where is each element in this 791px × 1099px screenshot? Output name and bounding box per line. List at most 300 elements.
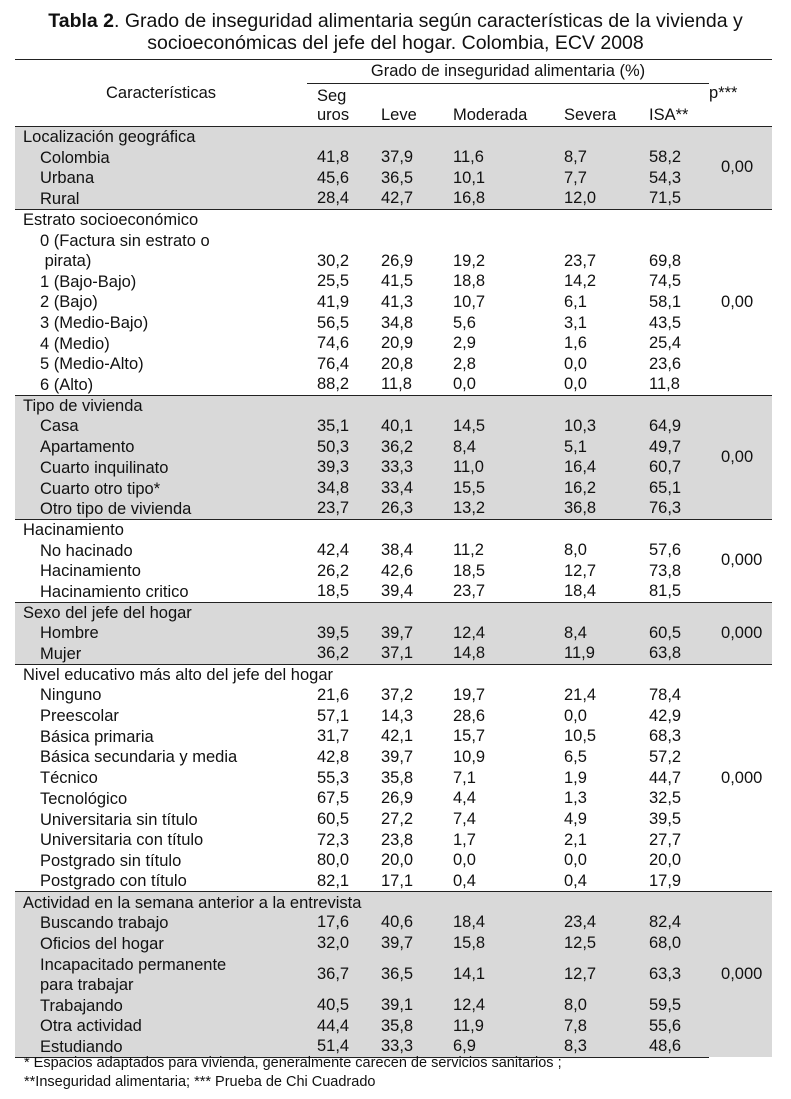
row-label-text: Tecnológico — [40, 789, 128, 808]
group-title-row — [15, 520, 772, 541]
table-row — [15, 333, 772, 354]
row-label-text: 2 (Bajo) — [40, 293, 98, 312]
row-label — [15, 292, 307, 313]
cell-value: 3,1 — [554, 313, 639, 334]
row-label — [15, 333, 307, 354]
cell-value: 44,4 — [307, 1016, 371, 1037]
table-row — [15, 499, 772, 520]
cell-value: 14,5 — [443, 416, 554, 437]
cell-value: 12,4 — [443, 623, 554, 644]
cell-value: 50,3 — [307, 437, 371, 458]
row-label-text: Otro tipo de vivienda — [40, 499, 192, 518]
cell-value: 14,8 — [443, 644, 554, 665]
column-header: Moderada — [443, 106, 554, 127]
caption-line-1 — [0, 10, 791, 32]
p-value: 0,000 — [709, 892, 772, 1058]
row-label-text: Colombia — [40, 148, 110, 167]
cell-value: 88,2 — [307, 375, 371, 396]
cell-value: 6,9 — [443, 1037, 554, 1058]
table-row — [15, 685, 772, 706]
cell-value: 12,5 — [554, 933, 639, 954]
cell-value: 26,9 — [371, 789, 443, 810]
table-row — [15, 354, 772, 375]
column-header: uros — [307, 106, 371, 127]
table-row — [15, 768, 772, 789]
cell-value: 37,1 — [371, 644, 443, 665]
cell-value: 49,7 — [639, 437, 709, 458]
cell-value: 1,9 — [554, 768, 639, 789]
group-title: Hacinamiento — [15, 520, 709, 541]
cell-value: 23,7 — [554, 230, 639, 271]
cell-value: 58,1 — [639, 292, 709, 313]
row-label — [15, 458, 307, 479]
cell-value: 39,1 — [371, 995, 443, 1016]
table-row — [15, 437, 772, 458]
column-header-top — [371, 84, 443, 107]
cell-value: 59,5 — [639, 995, 709, 1016]
row-label-text: Postgrado sin título — [40, 851, 182, 870]
cell-value: 18,4 — [443, 913, 554, 934]
row-label — [15, 954, 307, 995]
cell-value: 44,7 — [639, 768, 709, 789]
cell-value: 6,1 — [554, 292, 639, 313]
cell-value: 25,4 — [639, 333, 709, 354]
cell-value: 34,8 — [307, 478, 371, 499]
row-label-text: 4 (Medio) — [40, 334, 110, 353]
cell-value: 37,2 — [371, 685, 443, 706]
row-label-text: Buscando trabajo — [40, 913, 169, 932]
cell-value: 76,3 — [639, 499, 709, 520]
row-label — [15, 540, 307, 561]
cell-value: 11,9 — [443, 1016, 554, 1037]
row-label-text: Urbana — [40, 169, 95, 188]
cell-value: 81,5 — [639, 582, 709, 603]
cell-value: 11,2 — [443, 540, 554, 561]
row-label-text: Apartamento — [40, 438, 135, 457]
footnote: * Espacios adaptados para vivienda, generalmente carecen de servicios sanitarios ; — [24, 1055, 562, 1071]
cell-value: 57,1 — [307, 706, 371, 727]
cell-value: 16,8 — [443, 189, 554, 210]
group-title: Localización geográfica — [15, 127, 709, 148]
cell-value: 63,8 — [639, 644, 709, 665]
cell-value: 31,7 — [307, 726, 371, 747]
cell-value: 15,5 — [443, 478, 554, 499]
cell-value: 16,4 — [554, 458, 639, 479]
p-value: 0,00 — [709, 209, 772, 395]
cell-value: 0,0 — [554, 851, 639, 872]
cell-value: 20,0 — [639, 851, 709, 872]
row-label-text-continued: pirata) — [40, 251, 92, 270]
cell-value: 7,8 — [554, 1016, 639, 1037]
cell-value: 8,0 — [554, 540, 639, 561]
cell-value: 73,8 — [639, 561, 709, 582]
cell-value: 8,4 — [554, 623, 639, 644]
row-label-text: Oficios del hogar — [40, 934, 164, 953]
data-table — [15, 59, 772, 1058]
cell-value: 0,4 — [554, 871, 639, 892]
column-header: ISA** — [639, 106, 709, 127]
cell-value: 60,7 — [639, 458, 709, 479]
cell-value: 18,5 — [307, 582, 371, 603]
row-label — [15, 871, 307, 892]
cell-value: 76,4 — [307, 354, 371, 375]
cell-value: 0,0 — [443, 851, 554, 872]
table-group — [15, 520, 772, 603]
table-group — [15, 602, 772, 664]
table-row — [15, 147, 772, 168]
cell-value: 28,6 — [443, 706, 554, 727]
cell-value: 25,5 — [307, 271, 371, 292]
table-row — [15, 747, 772, 768]
row-label-text-continued: para trabajar — [40, 975, 134, 994]
table-row — [15, 851, 772, 872]
column-header-top: Seg — [317, 87, 347, 105]
table-row — [15, 189, 772, 210]
group-title-row — [15, 892, 772, 913]
row-label — [15, 437, 307, 458]
cell-value: 17,6 — [307, 913, 371, 934]
row-label — [15, 789, 307, 810]
table-row — [15, 313, 772, 334]
row-label-text: Postgrado con título — [40, 872, 187, 891]
cell-value: 12,7 — [554, 954, 639, 995]
row-label-text: Básica secundaria y media — [40, 748, 238, 767]
cell-value: 35,1 — [307, 416, 371, 437]
cell-value: 45,6 — [307, 168, 371, 189]
cell-value: 7,7 — [554, 168, 639, 189]
cell-value: 71,5 — [639, 189, 709, 210]
cell-value: 57,6 — [639, 540, 709, 561]
cell-value: 17,1 — [371, 871, 443, 892]
cell-value: 41,5 — [371, 271, 443, 292]
footnote: **Inseguridad alimentaria; *** Prueba de Chi Cuadrado — [24, 1074, 376, 1090]
cell-value: 36,2 — [307, 644, 371, 665]
cell-value: 20,8 — [371, 354, 443, 375]
row-label — [15, 582, 307, 603]
table-row — [15, 458, 772, 479]
row-label — [15, 768, 307, 789]
cell-value: 74,5 — [639, 271, 709, 292]
cell-value: 56,5 — [307, 313, 371, 334]
table-row — [15, 954, 772, 995]
row-label-text: 3 (Medio-Bajo) — [40, 314, 149, 333]
row-label — [15, 706, 307, 727]
cell-value: 36,5 — [371, 168, 443, 189]
group-title: Tipo de vivienda — [15, 395, 709, 416]
cell-value: 15,8 — [443, 933, 554, 954]
cell-value: 23,7 — [307, 499, 371, 520]
row-label-text: Casa — [40, 417, 79, 436]
table-row — [15, 830, 772, 851]
cell-value: 68,0 — [639, 933, 709, 954]
table-row — [15, 478, 772, 499]
row-label — [15, 478, 307, 499]
table-group — [15, 209, 772, 395]
table-row — [15, 1016, 772, 1037]
table-label: Tabla 2 — [48, 10, 115, 32]
table-row — [15, 561, 772, 582]
row-label-text: Preescolar — [40, 707, 119, 726]
cell-value: 42,8 — [307, 747, 371, 768]
row-label — [15, 644, 307, 665]
cell-value: 35,8 — [371, 768, 443, 789]
row-label-text: Cuarto otro tipo* — [40, 479, 161, 498]
table-row — [15, 706, 772, 727]
cell-value: 12,0 — [554, 189, 639, 210]
group-title-row — [15, 602, 772, 623]
group-title-row — [15, 664, 772, 685]
row-label — [15, 416, 307, 437]
cell-value: 15,7 — [443, 726, 554, 747]
table-row — [15, 416, 772, 437]
row-label — [15, 168, 307, 189]
table-row — [15, 540, 772, 561]
row-label — [15, 271, 307, 292]
cell-value: 60,5 — [639, 623, 709, 644]
row-label-text: Técnico — [40, 769, 98, 788]
cell-value: 39,5 — [639, 809, 709, 830]
caption-text-1: . Grado de inseguridad alimentaria según características de la vivienda y — [114, 10, 743, 32]
row-label — [15, 189, 307, 210]
cell-value: 64,9 — [639, 416, 709, 437]
cell-value: 6,5 — [554, 747, 639, 768]
cell-value: 27,7 — [639, 830, 709, 851]
p-value: 0,000 — [709, 520, 772, 603]
row-label-text: Rural — [40, 189, 80, 208]
cell-value: 5,6 — [443, 313, 554, 334]
cell-value: 20,9 — [371, 333, 443, 354]
cell-value: 10,1 — [443, 168, 554, 189]
cell-value: 13,2 — [443, 499, 554, 520]
cell-value: 37,9 — [371, 147, 443, 168]
table-row — [15, 230, 772, 271]
cell-value: 23,6 — [639, 354, 709, 375]
table-row — [15, 168, 772, 189]
cell-value: 11,8 — [639, 375, 709, 396]
cell-value: 1,3 — [554, 789, 639, 810]
table-group — [15, 892, 772, 1058]
cell-value: 36,8 — [554, 499, 639, 520]
cell-value: 42,9 — [639, 706, 709, 727]
cell-value: 1,7 — [443, 830, 554, 851]
table-group — [15, 664, 772, 892]
cell-value: 40,6 — [371, 913, 443, 934]
cell-value: 26,2 — [307, 561, 371, 582]
table-row — [15, 623, 772, 644]
table-caption — [0, 10, 791, 54]
row-label-text: Incapacitado permanente — [40, 955, 227, 974]
cell-value: 18,5 — [443, 561, 554, 582]
cell-value: 30,2 — [307, 230, 371, 271]
table-row — [15, 871, 772, 892]
cell-value: 19,2 — [443, 230, 554, 271]
cell-value: 65,1 — [639, 478, 709, 499]
caption-line-2: socioeconómicas del jefe del hogar. Colombia, ECV 2008 — [147, 32, 644, 54]
row-label — [15, 726, 307, 747]
cell-value: 4,4 — [443, 789, 554, 810]
column-header-top — [639, 84, 709, 107]
table-row — [15, 271, 772, 292]
cell-value: 78,4 — [639, 685, 709, 706]
group-title: Estrato socioeconómico — [15, 209, 709, 230]
cell-value: 57,2 — [639, 747, 709, 768]
row-label-text: Cuarto inquilinato — [40, 458, 169, 477]
cell-value: 54,3 — [639, 168, 709, 189]
row-label-text: Trabajando — [40, 996, 123, 1015]
cell-value: 35,8 — [371, 1016, 443, 1037]
cell-value: 21,6 — [307, 685, 371, 706]
row-label — [15, 313, 307, 334]
cell-value: 42,6 — [371, 561, 443, 582]
cell-value: 82,4 — [639, 913, 709, 934]
cell-value: 10,9 — [443, 747, 554, 768]
row-label-text: Universitaria con título — [40, 831, 204, 850]
cell-value: 32,0 — [307, 933, 371, 954]
cell-value: 67,5 — [307, 789, 371, 810]
column-header-top — [554, 84, 639, 107]
cell-value: 43,5 — [639, 313, 709, 334]
cell-value: 38,4 — [371, 540, 443, 561]
table-row — [15, 789, 772, 810]
cell-value: 14,2 — [554, 271, 639, 292]
cell-value: 82,1 — [307, 871, 371, 892]
column-header-top — [443, 84, 554, 107]
cell-value: 68,3 — [639, 726, 709, 747]
group-title-row — [15, 209, 772, 230]
column-header: Leve — [371, 106, 443, 127]
cell-value: 40,1 — [371, 416, 443, 437]
cell-value: 19,7 — [443, 685, 554, 706]
cell-value: 10,5 — [554, 726, 639, 747]
row-label-text: 0 (Factura sin estrato o — [40, 231, 210, 250]
cell-value: 1,6 — [554, 333, 639, 354]
row-label — [15, 933, 307, 954]
table-row — [15, 995, 772, 1016]
table-row — [15, 913, 772, 934]
cell-value: 69,8 — [639, 230, 709, 271]
cell-value: 0,0 — [554, 375, 639, 396]
cell-value: 23,7 — [443, 582, 554, 603]
group-title: Sexo del jefe del hogar — [15, 602, 709, 623]
p-value-header: p*** — [709, 60, 772, 127]
cell-value: 80,0 — [307, 851, 371, 872]
cell-value: 34,8 — [371, 313, 443, 334]
cell-value: 32,5 — [639, 789, 709, 810]
row-label-text: Ninguno — [40, 686, 102, 705]
cell-value: 72,3 — [307, 830, 371, 851]
cell-value: 39,4 — [371, 582, 443, 603]
p-value: 0,00 — [709, 127, 772, 210]
cell-value: 0,4 — [443, 871, 554, 892]
cell-value: 11,6 — [443, 147, 554, 168]
cell-value: 33,4 — [371, 478, 443, 499]
cell-value: 51,4 — [307, 1037, 371, 1058]
row-label-text: Estudiando — [40, 1037, 123, 1056]
cell-value: 0,0 — [554, 706, 639, 727]
p-value: 0,000 — [709, 602, 772, 664]
row-label-text: Otra actividad — [40, 1017, 142, 1036]
row-label — [15, 747, 307, 768]
cell-value: 39,7 — [371, 747, 443, 768]
cell-value: 18,4 — [554, 582, 639, 603]
row-label — [15, 623, 307, 644]
cell-value: 63,3 — [639, 954, 709, 995]
cell-value: 10,7 — [443, 292, 554, 313]
cell-value: 36,2 — [371, 437, 443, 458]
group-title: Nivel educativo más alto del jefe del hogar — [15, 664, 709, 685]
cell-value: 41,3 — [371, 292, 443, 313]
cell-value: 12,7 — [554, 561, 639, 582]
cell-value: 55,3 — [307, 768, 371, 789]
row-label — [15, 354, 307, 375]
cell-value: 11,0 — [443, 458, 554, 479]
p-value: 0,000 — [709, 664, 772, 892]
cell-value: 42,7 — [371, 189, 443, 210]
row-label-text: 1 (Bajo-Bajo) — [40, 272, 137, 291]
cell-value: 55,6 — [639, 1016, 709, 1037]
cell-value: 28,4 — [307, 189, 371, 210]
row-label — [15, 230, 307, 271]
cell-value: 41,8 — [307, 147, 371, 168]
table-row — [15, 726, 772, 747]
cell-value: 27,2 — [371, 809, 443, 830]
cell-value: 42,4 — [307, 540, 371, 561]
table-row — [15, 644, 772, 665]
cell-value: 2,9 — [443, 333, 554, 354]
table-row — [15, 375, 772, 396]
group-title: Actividad en la semana anterior a la entrevista — [15, 892, 709, 913]
cell-value: 42,1 — [371, 726, 443, 747]
cell-value: 26,9 — [371, 230, 443, 271]
cell-value: 5,1 — [554, 437, 639, 458]
p-value: 0,00 — [709, 395, 772, 519]
group-header: Grado de inseguridad alimentaria (%) — [307, 60, 709, 84]
row-label — [15, 851, 307, 872]
cell-value: 11,8 — [371, 375, 443, 396]
cell-value: 60,5 — [307, 809, 371, 830]
row-label-text: 6 (Alto) — [40, 375, 94, 394]
cell-value: 16,2 — [554, 478, 639, 499]
cell-value: 21,4 — [554, 685, 639, 706]
row-label — [15, 995, 307, 1016]
cell-value: 8,4 — [443, 437, 554, 458]
cell-value: 48,6 — [639, 1037, 709, 1058]
cell-value: 14,3 — [371, 706, 443, 727]
group-title-row — [15, 127, 772, 148]
cell-value: 20,0 — [371, 851, 443, 872]
row-label-text: No hacinado — [40, 541, 133, 560]
table-row — [15, 809, 772, 830]
cell-value: 36,5 — [371, 954, 443, 995]
column-header: Severa — [554, 106, 639, 127]
cell-value: 39,7 — [371, 933, 443, 954]
row-label — [15, 147, 307, 168]
cell-value: 41,9 — [307, 292, 371, 313]
row-label-text: Hacinamiento — [40, 562, 141, 581]
cell-value: 39,5 — [307, 623, 371, 644]
row-label — [15, 913, 307, 934]
row-label — [15, 499, 307, 520]
cell-value: 14,1 — [443, 954, 554, 995]
cell-value: 36,7 — [307, 954, 371, 995]
row-label — [15, 561, 307, 582]
row-label — [15, 375, 307, 396]
row-label-text: Hombre — [40, 624, 99, 643]
row-label — [15, 685, 307, 706]
row-label-text: Básica primaria — [40, 727, 154, 746]
cell-value: 0,0 — [554, 354, 639, 375]
cell-value: 2,1 — [554, 830, 639, 851]
